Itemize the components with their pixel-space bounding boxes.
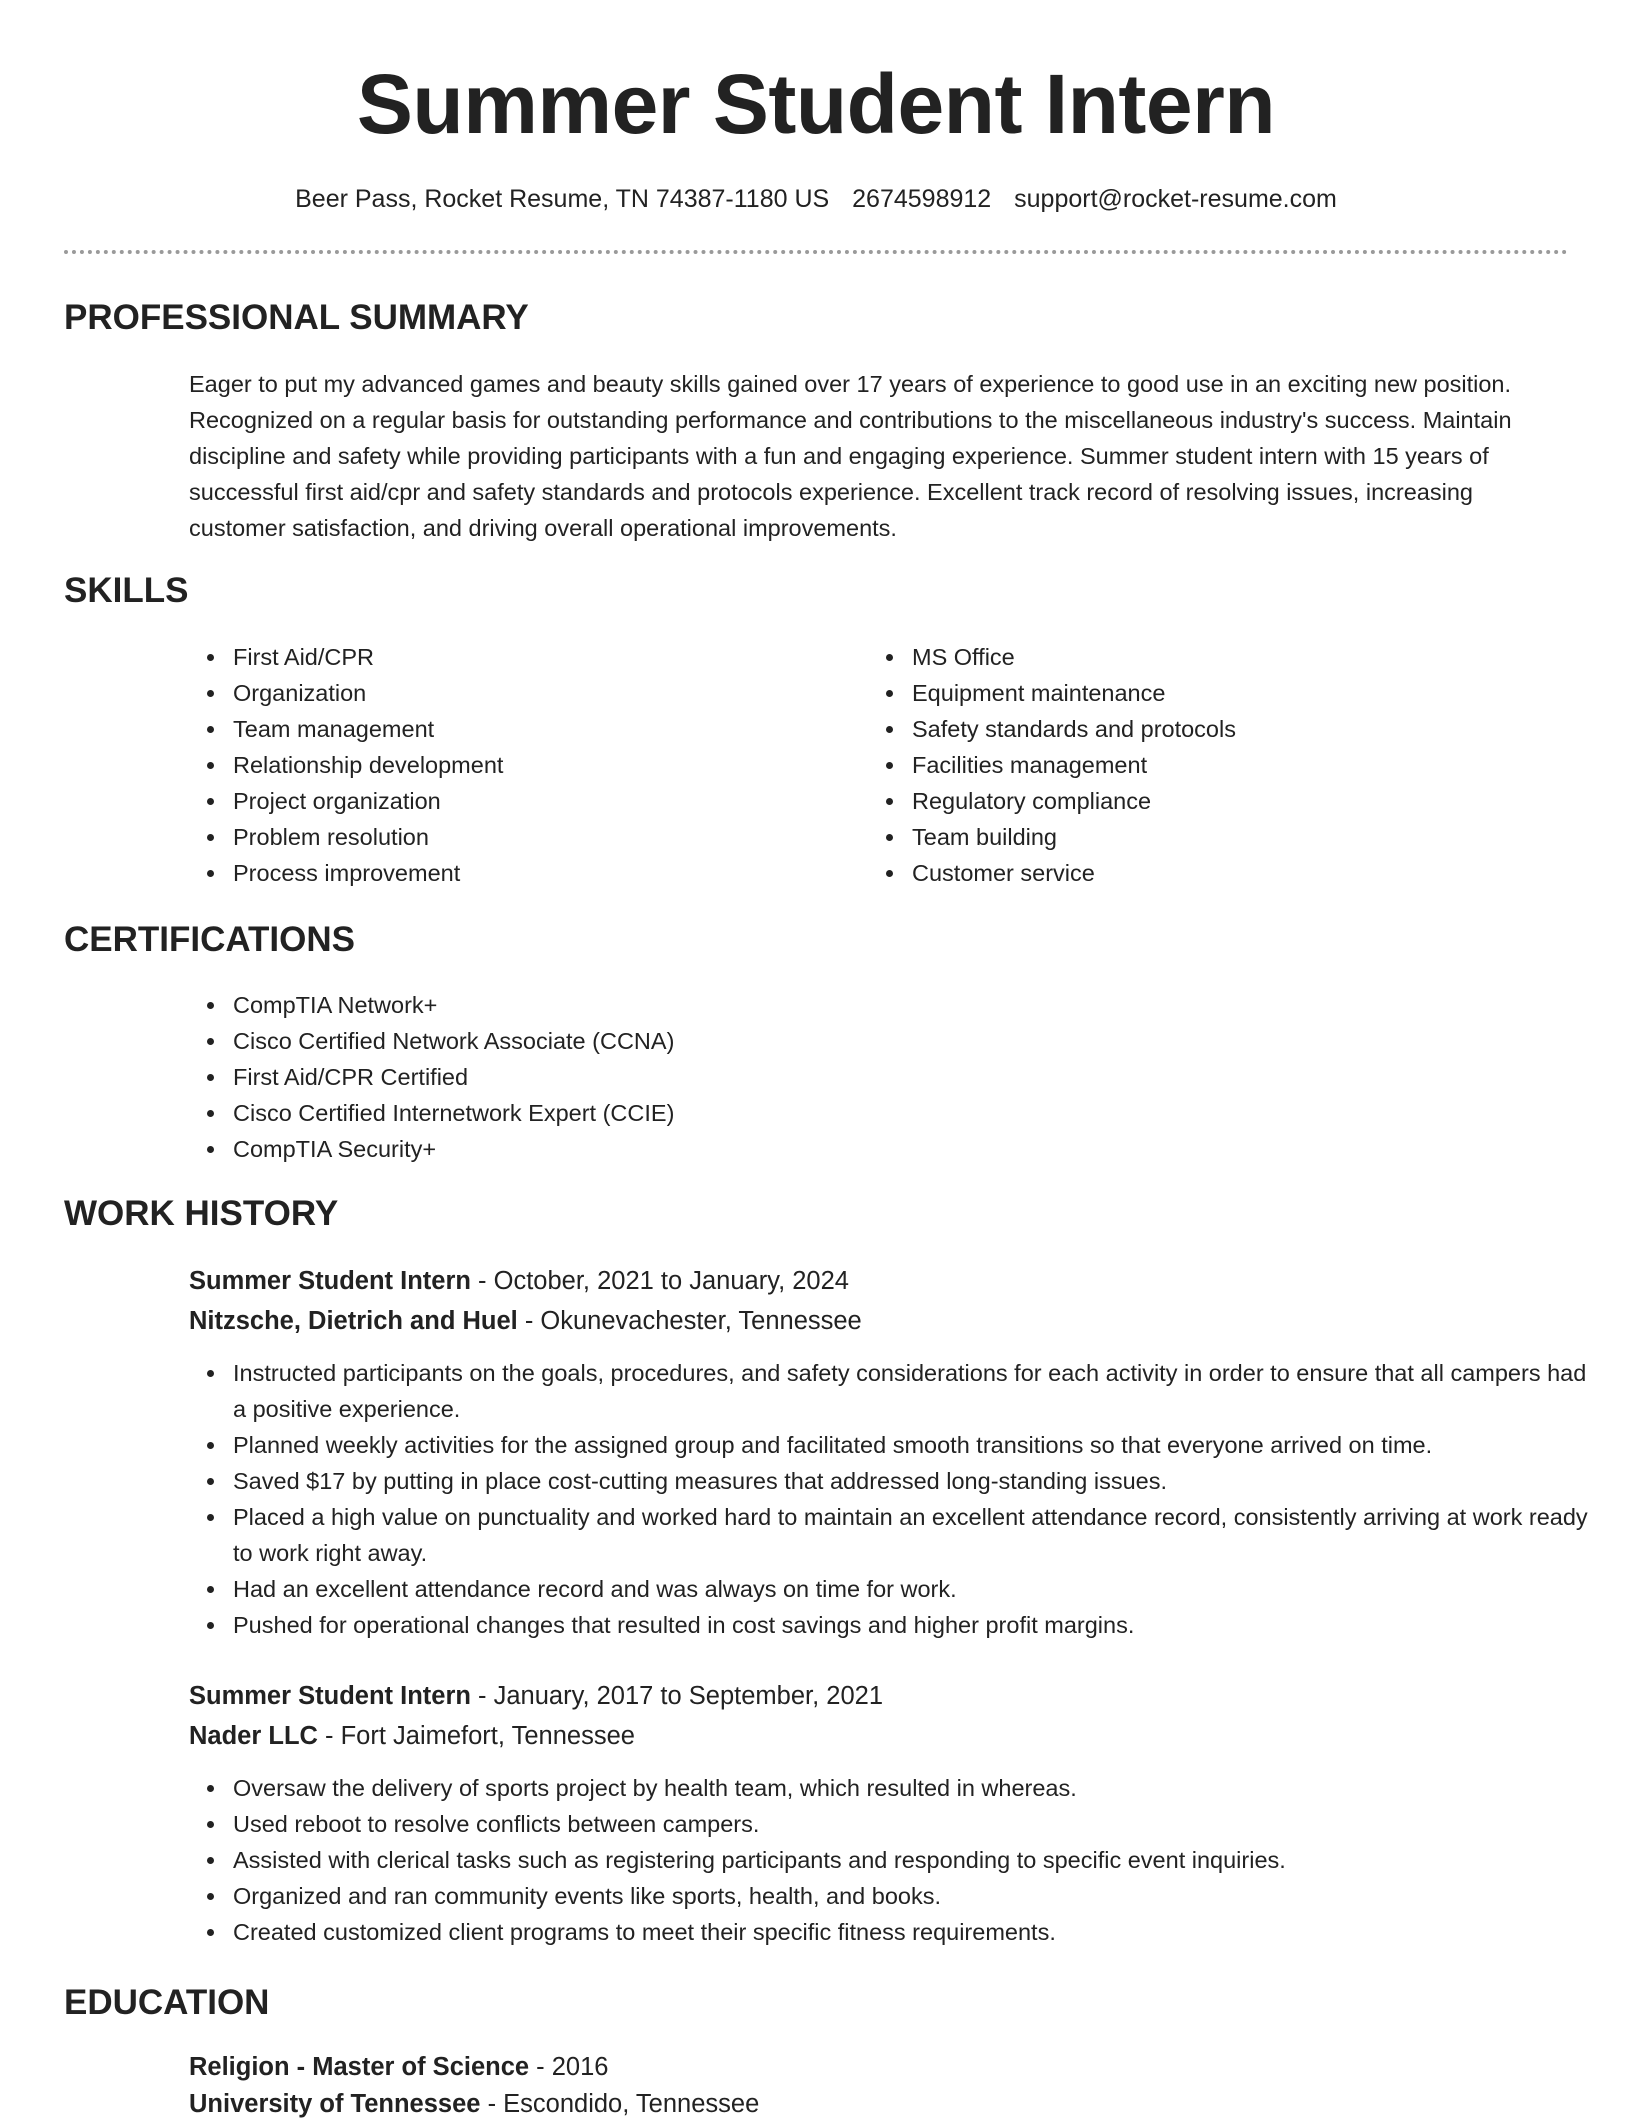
list-item: Team management bbox=[233, 711, 833, 747]
list-item: Cisco Certified Internetwork Expert (CCIE) bbox=[233, 1095, 1533, 1131]
list-item: Facilities management bbox=[912, 747, 1512, 783]
education-location: - Escondido, Tennessee bbox=[480, 2090, 760, 2118]
job-title-line bbox=[189, 1676, 883, 1716]
section-title-certifications: CERTIFICATIONS bbox=[64, 920, 356, 959]
list-item: Organization bbox=[233, 675, 833, 711]
list-item: Pushed for operational changes that resulted in cost savings and higher profit margins. bbox=[233, 1607, 1593, 1643]
list-item: Had an excellent attendance record and was always on time for work. bbox=[233, 1571, 1593, 1607]
list-item: Process improvement bbox=[233, 855, 833, 891]
job-company: Nitzsche, Dietrich and Huel bbox=[189, 1307, 518, 1335]
list-item: CompTIA Network+ bbox=[233, 987, 1533, 1023]
job-title-line bbox=[189, 1261, 849, 1301]
skills-list-right bbox=[868, 639, 1512, 891]
education-school-line bbox=[189, 2084, 759, 2124]
list-item: First Aid/CPR bbox=[233, 639, 833, 675]
header-divider bbox=[64, 250, 1568, 254]
job-company: Nader LLC bbox=[189, 1722, 318, 1750]
list-item: First Aid/CPR Certified bbox=[233, 1059, 1533, 1095]
education-school: University of Tennessee bbox=[189, 2090, 481, 2118]
job-role: Summer Student Intern bbox=[189, 1682, 471, 1710]
list-item: Created customized client programs to meet their specific fitness requirements. bbox=[233, 1914, 1593, 1950]
education-degree-line bbox=[189, 2047, 608, 2087]
list-item: Equipment maintenance bbox=[912, 675, 1512, 711]
education-degree: Religion - Master of Science bbox=[189, 2053, 530, 2081]
list-item: Instructed participants on the goals, procedures, and safety considerations for each activity in order to ensure that all campers had a positive experience. bbox=[233, 1355, 1593, 1427]
list-item: MS Office bbox=[912, 639, 1512, 675]
job-dates: - January, 2017 to September, 2021 bbox=[470, 1682, 883, 1710]
contact-address: Beer Pass, Rocket Resume, TN 74387-1180 US bbox=[295, 185, 830, 213]
list-item: Placed a high value on punctuality and worked hard to maintain an excellent attendance record, consistently arriving at work ready to work right away. bbox=[233, 1499, 1593, 1571]
list-item: Customer service bbox=[912, 855, 1512, 891]
list-item: Project organization bbox=[233, 783, 833, 819]
job-company-line bbox=[189, 1301, 862, 1341]
education-year: - 2016 bbox=[529, 2053, 609, 2081]
list-item: Assisted with clerical tasks such as registering participants and responding to specific event inquiries. bbox=[233, 1842, 1593, 1878]
list-item: Safety standards and protocols bbox=[912, 711, 1512, 747]
list-item: Used reboot to resolve conflicts between campers. bbox=[233, 1806, 1593, 1842]
job-dates: - October, 2021 to January, 2024 bbox=[470, 1267, 849, 1295]
list-item: Saved $17 by putting in place cost-cutting measures that addressed long-standing issues. bbox=[233, 1463, 1593, 1499]
list-item: Problem resolution bbox=[233, 819, 833, 855]
list-item: Team building bbox=[912, 819, 1512, 855]
section-title-work-history: WORK HISTORY bbox=[64, 1194, 339, 1233]
list-item: Oversaw the delivery of sports project by health team, which resulted in whereas. bbox=[233, 1770, 1593, 1806]
job-location: - Fort Jaimefort, Tennessee bbox=[317, 1722, 635, 1750]
job-bullets bbox=[189, 1355, 1593, 1643]
contact-email: support@rocket-resume.com bbox=[1014, 185, 1337, 213]
job-bullets bbox=[189, 1770, 1593, 1950]
list-item: Organized and ran community events like sports, health, and books. bbox=[233, 1878, 1593, 1914]
skills-list-left bbox=[189, 639, 833, 891]
list-item: Cisco Certified Network Associate (CCNA) bbox=[233, 1023, 1533, 1059]
candidate-name: Summer Student Intern bbox=[356, 57, 1276, 151]
job-company-line bbox=[189, 1716, 635, 1756]
certifications-list bbox=[189, 987, 1533, 1167]
section-title-skills: SKILLS bbox=[64, 571, 189, 610]
contact-line bbox=[0, 182, 1632, 216]
contact-phone: 2674598912 bbox=[852, 185, 992, 213]
job-role: Summer Student Intern bbox=[189, 1267, 471, 1295]
summary-text: Eager to put my advanced games and beauty skills gained over 17 years of experience to good use in an exciting new position. Recognized on a regular basis for outstanding performance and contributions to the miscellaneous industry's success. Maintain discipline and safety while providing participants with a fun and engaging experience. Summer student intern with 15 years of successful first aid/cpr and safety standards and protocols experience. Excellent track record of resolving issues, increasing customer satisfaction, and driving overall operational improvements. bbox=[189, 371, 1512, 541]
list-item: Regulatory compliance bbox=[912, 783, 1512, 819]
job-location: - Okunevachester, Tennessee bbox=[517, 1307, 862, 1335]
section-title-summary: PROFESSIONAL SUMMARY bbox=[64, 298, 529, 337]
list-item: Relationship development bbox=[233, 747, 833, 783]
section-title-education: EDUCATION bbox=[64, 1983, 270, 2022]
list-item: CompTIA Security+ bbox=[233, 1131, 1533, 1167]
list-item: Planned weekly activities for the assigned group and facilitated smooth transitions so that everyone arrived on time. bbox=[233, 1427, 1593, 1463]
